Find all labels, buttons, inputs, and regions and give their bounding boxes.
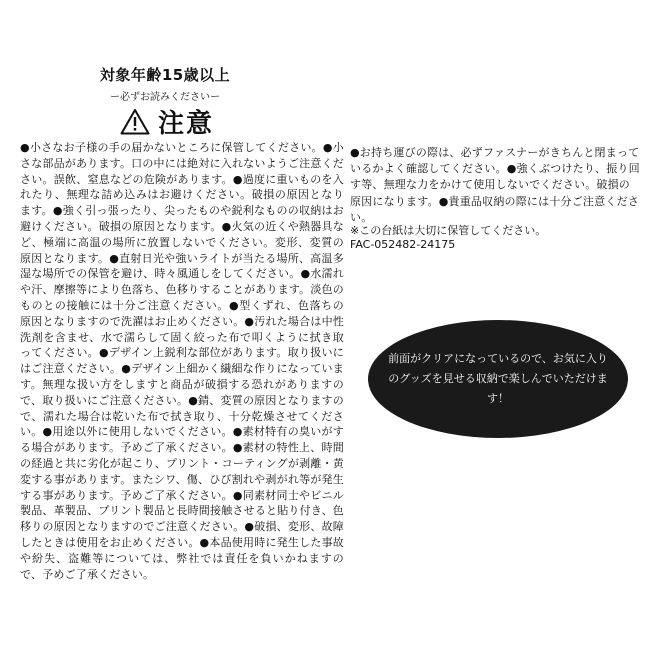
read-notice: ー必ずお読みくださいー (110, 92, 220, 103)
caution-heading (120, 104, 214, 138)
promo-text: 前面がクリアになっているので、お気に入りのグッズを見せる収納で楽しんでいただけます！ (388, 352, 608, 405)
age-rating-title: 対象年齢15歳以上 (99, 66, 231, 84)
storage-note: ※この台紙は大切に保管してください。 (350, 224, 547, 237)
caution-text-left: ●小さなお子様の手の届かないところに保管してください。●小さな部品があります。口の中には絶対に入れないようご注意ください。誤飲、窒息などの危険があります。●過度に重いものを入れたり、無理な詰め込みはお避けください。破損の原因となります。●強く引っ張ったり、尖ったものや鋭利なものの収納はお避けください。破損の原因となります。●火気の近くや熱器具など、極端に高温の場所に放置しないでください。変形、変質の原因となります。●直射日光や強いライトが当たる場所、高温多湿な場所での保管を避け、時々風通しをしてください。●水濡れや汗、摩擦等により色落ち、色移りすることがあります。淡色のものとの接触には十分ご注意ください。●型くずれ、色落ちの原因となりますので洗濯はお止めください。●汚れた場合は中性洗剤を含ませ、水で濡らして固く絞った布で叩くように拭き取ってください。●デザイン上鋭利な部位があります。取り扱いにはご注意ください。●デザイン上細かく繊細な作りになっています。無理な扱い方をしますと商品が破損する恐れがありますので、取り扱いにご注意ください。●錆、変質の原因となりますので、濡れた場合は乾いた布で拭き取り、十分乾燥させてください。●用途以外に使用しないでください。●素材特有の臭いがする場合があります。予めご了承ください。●素材の特性上、時間の経過と共に劣化が起こり、プリント・コーティングが剥離・黄変する事があります。またシワ、傷、ひび割れや剥がれ等が発生する事があります。予めご了承ください。●同素材同士やビニル製品、革製品、プリント製品と長時間接触させると貼り付き、色移りの原因となりますのでご注意ください。●破損、変形、故障したときは使用をお止めください。●本品使用時に発生した事故や紛失、盗難等については、弊社では責任を負いかねますので、予めご了承ください。 (20, 141, 344, 581)
product-code: FAC-052482-24175 (350, 238, 456, 251)
caution-label: 注意 (158, 108, 215, 139)
caution-text-right: ●お持ち運びの際は、必ずファスナーがきちんと閉まっているかよく確認してください。●強くぶつけたり、振り回す等、無理な力をかけて使用しないでください。破損の原因になります。●貴重品収納の際には十分ご注意ください。 (350, 146, 640, 224)
promo-badge (368, 320, 628, 438)
warning-triangle-icon (120, 108, 150, 135)
